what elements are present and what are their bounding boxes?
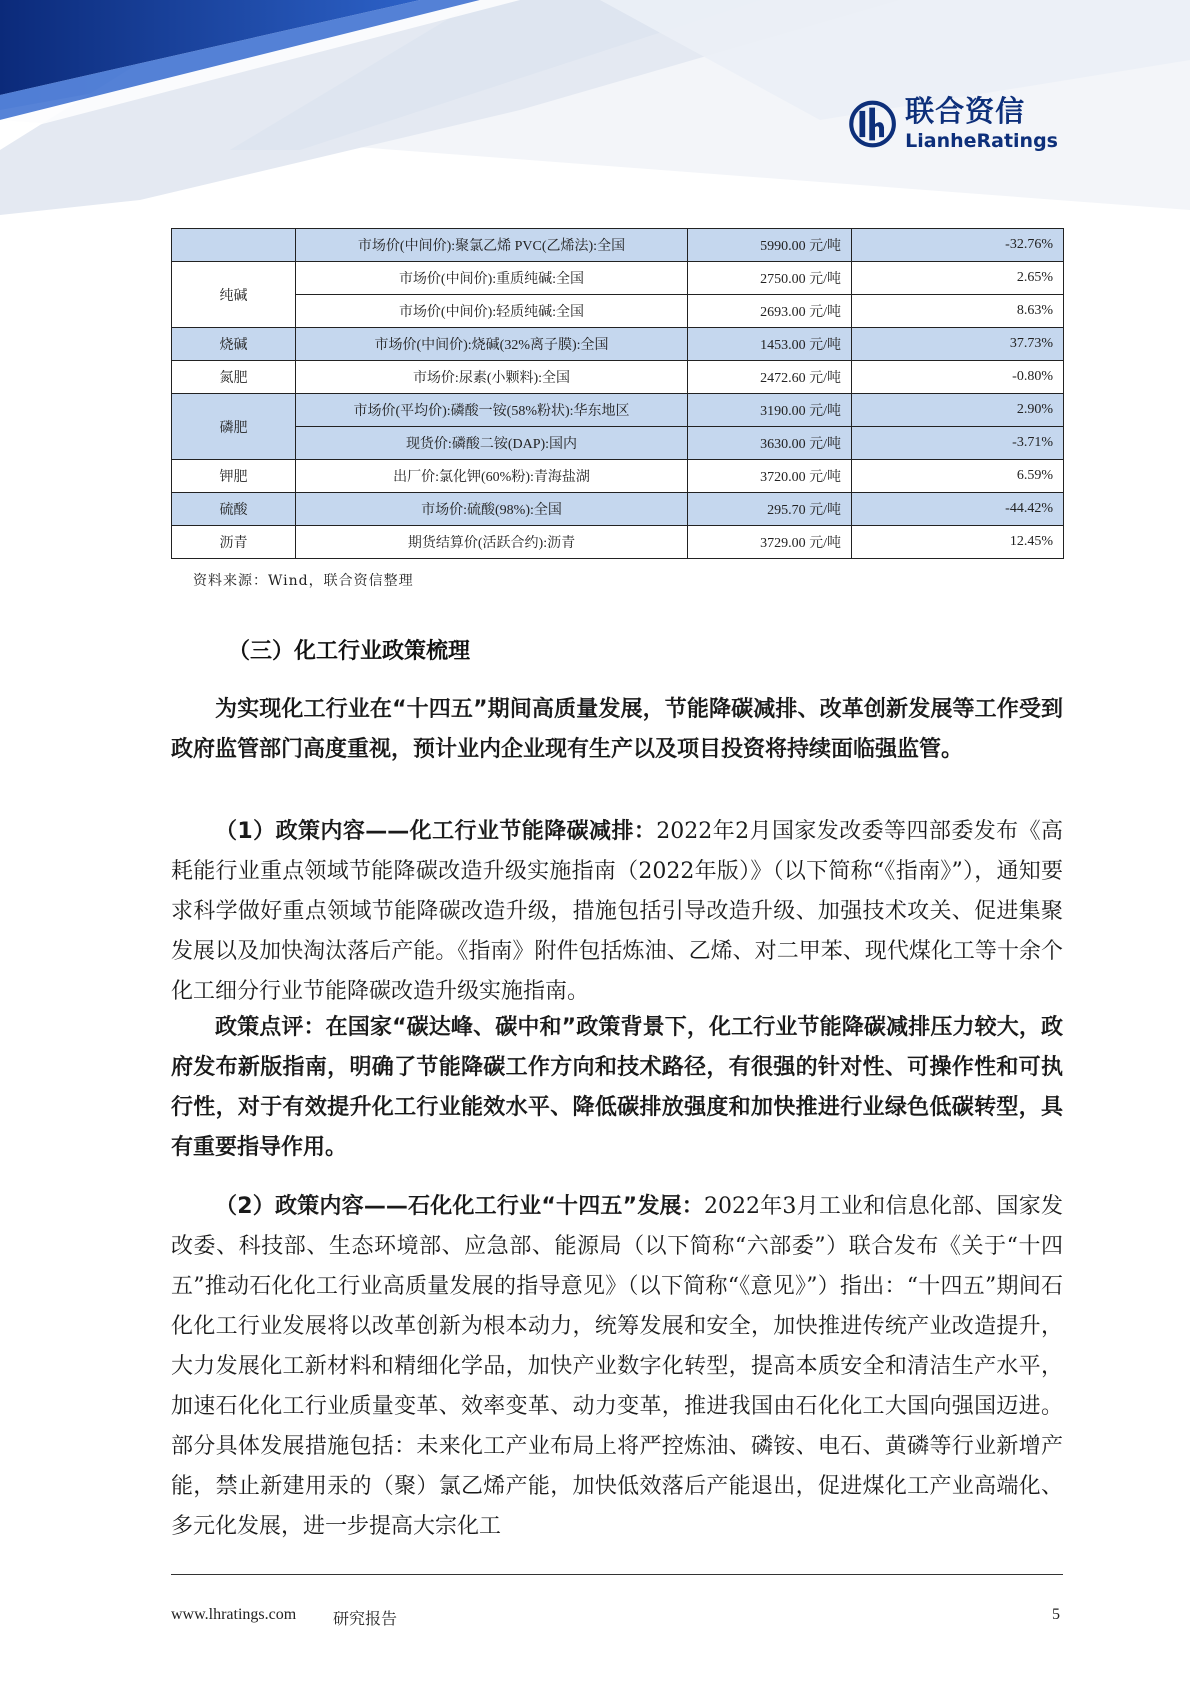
price-cell: 3630.00 元/吨 <box>688 427 852 460</box>
change-cell: 2.90% <box>852 394 1064 427</box>
intro-paragraph: 为实现化工行业在“十四五”期间高质量发展，节能降碳减排、改革创新发展等工作受到政府监管部门高度重视，预计业内企业现有生产以及项目投资将持续面临强监管。 <box>171 697 1063 762</box>
indicator-cell: 市场价(中间价):轻质纯碱:全国 <box>296 295 688 328</box>
table-row <box>172 262 1064 295</box>
section-heading: （三）化工行业政策梳理 <box>228 639 471 664</box>
change-cell: 2.65% <box>852 262 1064 295</box>
indicator-cell: 市场价(平均价):磷酸一铵(58%粉状):华东地区 <box>296 394 688 427</box>
brand-name-cn: 联合资信 <box>905 94 1026 128</box>
indicator-cell: 期货结算价(活跃合约):沥青 <box>296 526 688 559</box>
table-row <box>172 427 1064 460</box>
policy1-body: 2022年2月国家发改委等四部委发布《高耗能行业重点领域节能降碳改造升级实施指南（2022年版）》（以下简称“《指南》”），通知要求科学做好重点领域节能降碳改造升级，措施包括引导改造升级、加强技术攻关、促进集聚发展以及加快淘汰落后产能。《指南》附件包括炼油、乙烯、对二甲苯、现代煤化工等十余个化工细分行业节能降碳改造升级实施指南。 <box>171 819 1063 1004</box>
table-row <box>172 493 1064 526</box>
policy1-comment-paragraph: 政策点评：在国家“碳达峰、碳中和”政策背景下，化工行业节能降碳减排压力较大，政府发布新版指南，明确了节能降碳工作方向和技术路径，有很强的针对性、可操作性和可执行性，对于有效提升化工行业能效水平、降低碳排放强度和加快推进行业绿色低碳转型，具有重要指导作用。 <box>171 1015 1063 1160</box>
category-cell: 沥青 <box>172 526 296 559</box>
chemical-price-table <box>171 228 1064 559</box>
table-row <box>172 295 1064 328</box>
category-cell: 钾肥 <box>172 460 296 493</box>
policy1-paragraph <box>171 812 1063 1012</box>
indicator-cell: 市场价(中间价):重质纯碱:全国 <box>296 262 688 295</box>
price-cell: 2750.00 元/吨 <box>688 262 852 295</box>
table-row <box>172 229 1064 262</box>
change-cell: 6.59% <box>852 460 1064 493</box>
change-cell: -32.76% <box>852 229 1064 262</box>
change-cell: 8.63% <box>852 295 1064 328</box>
indicator-cell: 出厂价:氯化钾(60%粉):青海盐湖 <box>296 460 688 493</box>
category-cell: 硫酸 <box>172 493 296 526</box>
change-cell: 37.73% <box>852 328 1064 361</box>
indicator-cell: 市场价(中间价):聚氯乙烯 PVC(乙烯法):全国 <box>296 229 688 262</box>
indicator-cell: 现货价:磷酸二铵(DAP):国内 <box>296 427 688 460</box>
change-cell: 12.45% <box>852 526 1064 559</box>
table-row <box>172 526 1064 559</box>
footer-divider <box>171 1574 1063 1575</box>
company-logo <box>848 92 1058 156</box>
price-cell: 1453.00 元/吨 <box>688 328 852 361</box>
page-number: 5 <box>1052 1606 1060 1623</box>
category-cell: 氮肥 <box>172 361 296 394</box>
footer-report-label: 研究报告 <box>333 1609 398 1628</box>
policy1-lead: （1）政策内容——化工行业节能降碳减排： <box>215 819 657 844</box>
table-row <box>172 394 1064 427</box>
price-cell: 3720.00 元/吨 <box>688 460 852 493</box>
table-row <box>172 328 1064 361</box>
category-cell: 烧碱 <box>172 328 296 361</box>
brand-name-en: LianheRatings <box>905 130 1058 152</box>
table-row <box>172 361 1064 394</box>
policy2-body: 2022年3月工业和信息化部、国家发改委、科技部、生态环境部、应急部、能源局（以下简称“六部委”）联合发布《关于“十四五”推动石化化工行业高质量发展的指导意见》（以下简称“《意见》”）指出：“十四五”期间石化化工行业发展将以改革创新为根本动力，统筹发展和安全，加快推进传统产业改造提升，大力发展化工新材料和精细化学品，加快产业数字化转型，提高本质安全和清洁生产水平，加速石化化工行业质量变革、效率变革、动力变革，推进我国由石化化工大国向强国迈进。部分具体发展措施包括：未来化工产业布局上将严控炼油、磷铵、电石、黄磷等行业新增产能，禁止新建用汞的（聚）氯乙烯产能，加快低效落后产能退出，促进煤化工产业高端化、多元化发展，进一步提高大宗化工 <box>171 1194 1063 1539</box>
price-cell: 3729.00 元/吨 <box>688 526 852 559</box>
indicator-cell: 市场价:尿素(小颗料):全国 <box>296 361 688 394</box>
price-cell: 5990.00 元/吨 <box>688 229 852 262</box>
price-cell: 295.70 元/吨 <box>688 493 852 526</box>
change-cell: -0.80% <box>852 361 1064 394</box>
price-cell: 2472.60 元/吨 <box>688 361 852 394</box>
indicator-cell: 市场价:硫酸(98%):全国 <box>296 493 688 526</box>
footer-website-link[interactable]: www.lhratings.com <box>171 1606 297 1623</box>
category-cell <box>172 229 296 262</box>
lianhe-logo-icon <box>848 95 897 153</box>
indicator-cell: 市场价(中间价):烧碱(32%离子膜):全国 <box>296 328 688 361</box>
change-cell: -3.71% <box>852 427 1064 460</box>
table-source-note: 资料来源：Wind，联合资信整理 <box>193 573 414 589</box>
price-cell: 2693.00 元/吨 <box>688 295 852 328</box>
category-cell: 纯碱 <box>172 262 296 328</box>
category-cell: 磷肥 <box>172 394 296 460</box>
policy2-paragraph <box>171 1187 1063 1547</box>
policy2-lead: （2）政策内容——石化化工行业“十四五”发展： <box>215 1194 704 1219</box>
change-cell: -44.42% <box>852 493 1064 526</box>
table-row <box>172 460 1064 493</box>
price-cell: 3190.00 元/吨 <box>688 394 852 427</box>
